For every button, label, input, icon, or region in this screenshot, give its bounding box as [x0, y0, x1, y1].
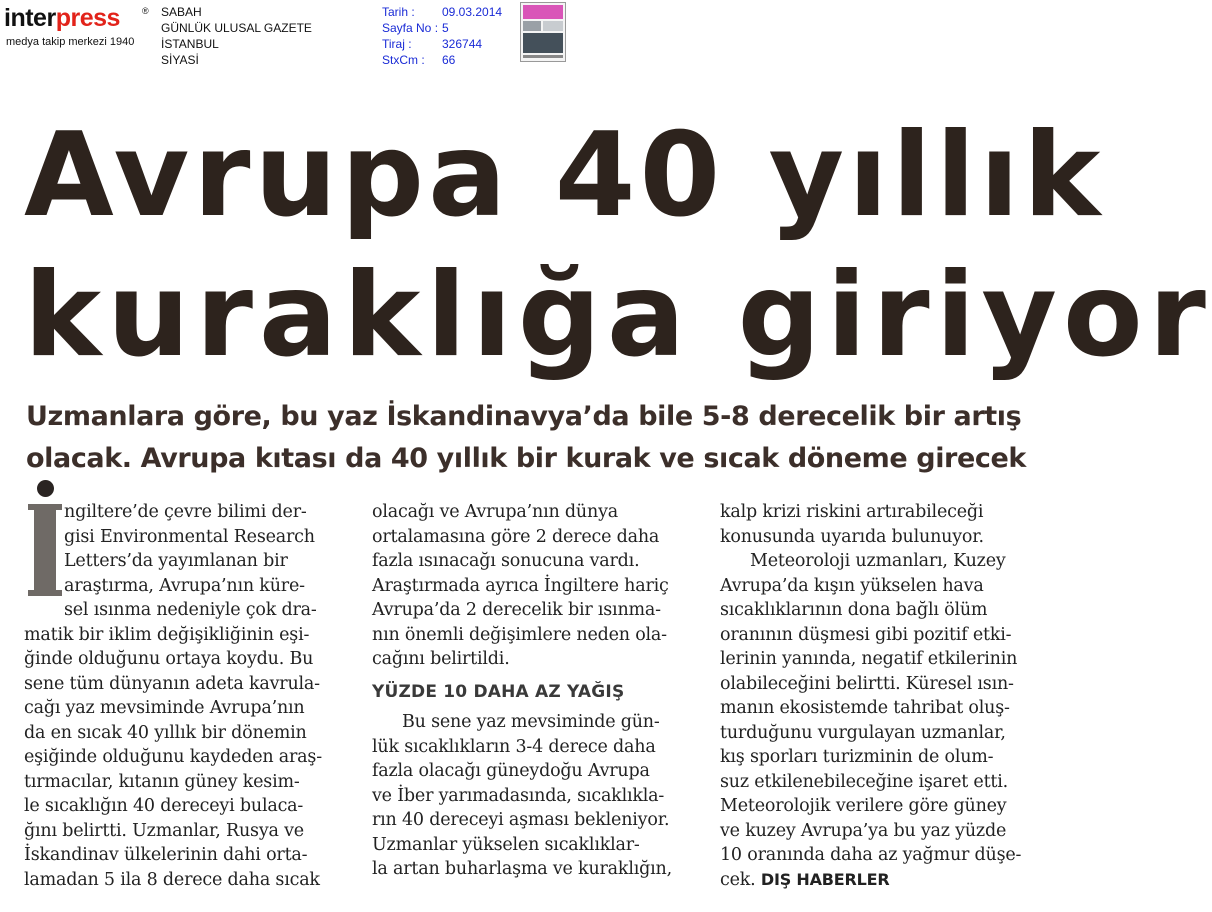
body-line: suz etkilenebileceğine işaret etti.: [720, 771, 1009, 792]
meta-label-page: Sayfa No :: [382, 21, 439, 35]
body-line-end: cek.: [720, 869, 756, 890]
body-line: Meteorolojik verilere göre güney: [720, 796, 1007, 816]
thumbnail-block: [543, 21, 563, 31]
page-thumbnail[interactable]: [520, 2, 566, 62]
body-line: lamadan 5 ila 8 derece daha sıcak: [24, 869, 320, 890]
body-line: fazla ısınacağı sonucuna vardı.: [372, 551, 640, 571]
registered-mark: ®: [142, 6, 149, 16]
article-column-2: [372, 500, 690, 882]
thumbnail-caption: [523, 55, 563, 58]
body-line: turduğunu vurgulayan uzmanlar,: [720, 722, 1006, 743]
meta-label-stxcm: StxCm :: [382, 53, 425, 67]
drop-cap-dot: [37, 480, 54, 497]
publication-category: SİYASİ: [161, 53, 199, 67]
publication-info: [161, 4, 312, 68]
meta-value-date: 09.03.2014: [442, 5, 503, 19]
body-line: lük sıcaklıkların 3-4 derece daha: [372, 736, 656, 757]
body-line: tırmacılar, kıtanın güney kesim-: [24, 771, 300, 792]
interpress-logo: [4, 4, 150, 52]
body-line: kalp krizi riskini artırabileceği: [720, 502, 984, 522]
logo-tagline: medya takip merkezi 1940: [6, 36, 135, 48]
meta-values: [442, 4, 502, 68]
body-line: matik bir iklim değişikliğinin eşi-: [24, 624, 310, 645]
body-line: Avrupa’da kışın yükselen hava: [720, 575, 984, 596]
headline-line-1: Avrupa 40 yıllık: [24, 108, 1105, 243]
body-line: araştırma, Avrupa’nın küre-: [64, 575, 305, 596]
clipping-header: [0, 0, 1092, 67]
body-line: gisi Environmental Research: [64, 526, 315, 547]
body-line: konusunda uyarıda bulunuyor.: [720, 526, 984, 547]
article-column-1: [24, 500, 354, 892]
body-line: sene tüm dünyanın adeta kavrula-: [24, 673, 320, 694]
body-line: cağını belirtildi.: [372, 649, 510, 669]
body-line: kış sporları turizminin de olum-: [720, 747, 994, 767]
thumbnail-banner: [523, 5, 563, 19]
meta-value-circulation: 326744: [442, 37, 483, 51]
publication-name: SABAH: [161, 5, 202, 19]
body-line: da en sıcak 40 yıllık bir dönemin: [24, 722, 307, 743]
body-line: le sıcaklığın 40 dereceyi bulaca-: [24, 796, 304, 816]
body-line: manın ekosistemde tahribat oluş-: [720, 698, 1010, 718]
article-headline: [24, 106, 1212, 386]
meta-label-circulation: Tiraj :: [382, 37, 412, 51]
meta-label-date: Tarih :: [382, 5, 415, 19]
body-line: olacağı ve Avrupa’nın dünya: [372, 502, 618, 522]
body-line-last: [720, 868, 1040, 893]
headline-line-2: kuraklığa giriyor: [24, 248, 1212, 383]
subheadline-line-1: Uzmanlara göre, bu yaz İskandinavya’da bile 5-8 derecelik bir artış: [26, 401, 1022, 432]
article-subheadline: [26, 396, 1066, 480]
body-line: rın 40 dereceyi aşması bekleniyor.: [372, 810, 670, 830]
thumbnail-photo: [523, 33, 563, 53]
body-line: ortalamasına göre 2 derece daha: [372, 526, 660, 547]
body-line: ngiltere’de çevre bilimi der-: [64, 502, 307, 522]
logo-wordmark: interpress: [4, 4, 120, 32]
body-line: ğını belirtti. Uzmanlar, Rusya ve: [24, 820, 304, 841]
body-line: oranının düşmesi gibi pozitif etki-: [720, 624, 1012, 645]
publication-city: İSTANBUL: [161, 37, 219, 51]
body-line: la artan buharlaşma ve kuraklığın,: [372, 859, 672, 879]
body-line: Araştırmada ayrıca İngiltere hariç: [372, 575, 669, 596]
body-line: sıcaklıklarının dona bağlı ölüm: [720, 600, 988, 620]
body-line: Meteoroloji uzmanları, Kuzey: [750, 551, 1006, 571]
body-line: İskandinav ülkelerinin dahi orta-: [24, 845, 308, 865]
body-line: olabileceğini belirtti. Küresel ısın-: [720, 673, 1014, 694]
body-line: ve İber yarımadasında, sıcaklıkla-: [372, 785, 665, 806]
thumbnail-block: [523, 21, 541, 31]
body-line: eşiğinde olduğunu kaydeden araş-: [24, 747, 322, 767]
body-line: nın önemli değişimlere neden ola-: [372, 624, 667, 645]
body-line: Bu sene yaz mevsiminde gün-: [402, 712, 660, 732]
publication-type: GÜNLÜK ULUSAL GAZETE: [161, 21, 312, 35]
body-line: Letters’da yayımlanan bir: [64, 551, 288, 571]
subheadline-line-2: olacak. Avrupa kıtası da 40 yıllık bir kurak ve sıcak döneme girecek: [26, 443, 1026, 474]
body-line: lerinin yanında, negatif etkilerinin: [720, 649, 1018, 669]
body-line: ğinde olduğunu ortaya koydu. Bu: [24, 649, 314, 669]
body-line: sel ısınma nedeniyle çok dra-: [64, 600, 317, 620]
article-subheading: YÜZDE 10 DAHA AZ YAĞIŞ: [372, 681, 625, 702]
body-line: ve kuzey Avrupa’ya bu yaz yüzde: [720, 820, 1007, 841]
body-line: Uzmanlar yükselen sıcaklıklar-: [372, 834, 640, 855]
body-line: fazla olacağı güneydoğu Avrupa: [372, 761, 650, 781]
article-signature: DIŞ HABERLER: [760, 869, 890, 889]
meta-value-page: 5: [442, 21, 449, 35]
article-column-3: [720, 500, 1040, 892]
body-line: Avrupa’da 2 derecelik bir ısınma-: [372, 600, 661, 620]
meta-value-stxcm: 66: [442, 53, 456, 67]
body-line: cağı yaz mevsiminde Avrupa’nın: [24, 698, 305, 718]
body-line: 10 oranında daha az yağmur düşe-: [720, 845, 1022, 865]
meta-labels: [382, 4, 438, 68]
